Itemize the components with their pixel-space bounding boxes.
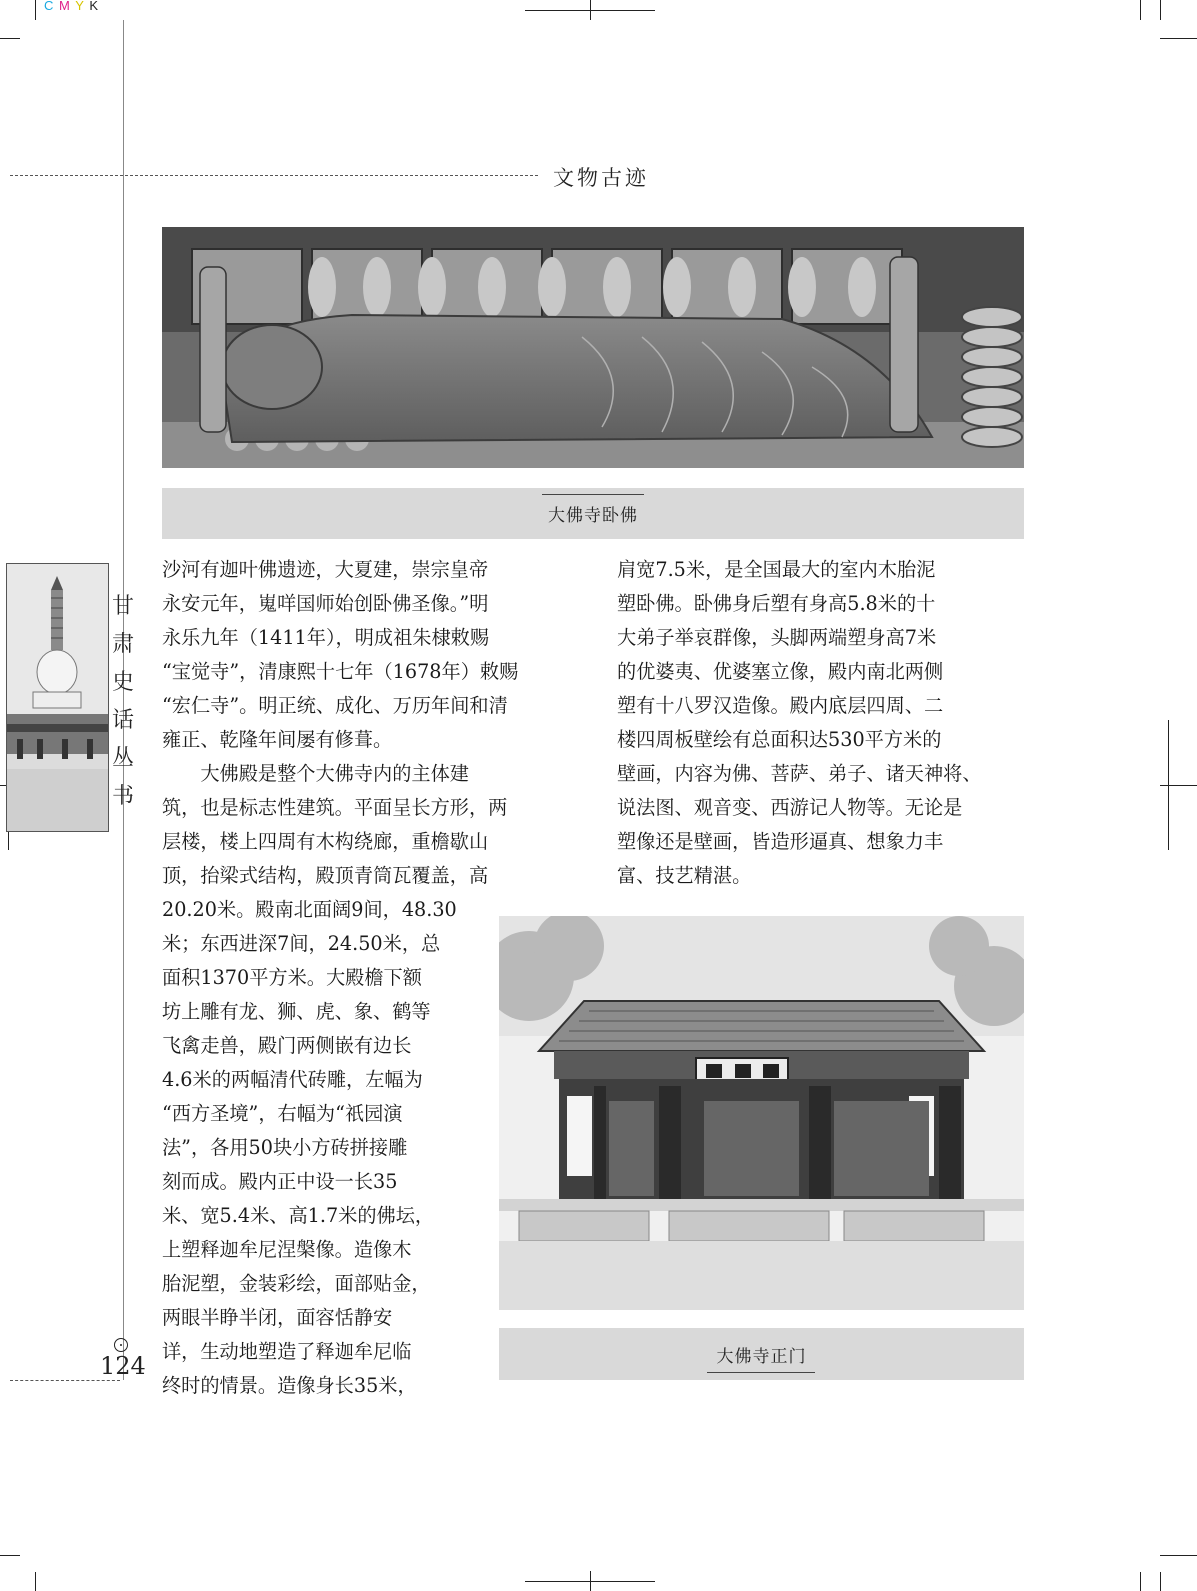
crop-mark xyxy=(1160,1555,1197,1556)
text-line: 法”，各用50块小方砖拼接雕 xyxy=(162,1136,408,1159)
text-line: 米；东西进深7间，24.50米，总 xyxy=(162,932,441,955)
bottom-figure-caption xyxy=(499,1342,1024,1367)
text-line: 20.20米。殿南北面阔9间，48.30 xyxy=(162,898,457,921)
text-line: “宏仁寺”。明正统、成化、万历年间和清 xyxy=(162,694,508,717)
cmyk-c: C xyxy=(44,0,55,13)
bottom-figure-caption-box xyxy=(499,1328,1024,1380)
text-line: 层楼，楼上四周有木构绕廊，重檐歇山 xyxy=(162,830,489,853)
text-line: 雍正、乾隆年间屡有修葺。 xyxy=(162,728,393,751)
white-pagoda-thumbnail xyxy=(6,563,109,832)
text-line: 胎泥塑，金装彩绘，面部贴金， xyxy=(162,1272,431,1295)
crop-mark xyxy=(1140,0,1141,20)
text-line: 详，生动地塑造了释迦牟尼临 xyxy=(162,1340,412,1363)
series-char: 书 xyxy=(111,784,134,809)
cmyk-y: Y xyxy=(75,0,85,13)
series-char: 史 xyxy=(111,670,134,695)
text-line: 塑像还是壁画，皆造形逼真、想象力丰 xyxy=(617,830,944,853)
registration-mark xyxy=(590,0,591,20)
series-char: 肃 xyxy=(111,632,134,657)
text-line: 富、技艺精湛。 xyxy=(617,864,752,887)
text-line: 坊上雕有龙、狮、虎、象、鹤等 xyxy=(162,1000,431,1023)
series-char: 话 xyxy=(111,708,134,733)
text-line: 永乐九年（1411年），明成祖朱棣敕赐 xyxy=(162,626,490,649)
series-title-vertical xyxy=(110,588,136,816)
crop-mark xyxy=(0,38,20,39)
top-figure-caption-box xyxy=(162,488,1024,539)
series-char: 丛 xyxy=(111,746,134,771)
text-line: 4.6米的两幅清代砖雕，左幅为 xyxy=(162,1068,423,1091)
caption-rule xyxy=(707,1372,815,1373)
text-line: 壁画，内容为佛、菩萨、弟子、诸天神将、 xyxy=(617,762,982,785)
footer-rule xyxy=(10,1380,120,1381)
cmyk-color-bar xyxy=(44,0,99,13)
crop-mark xyxy=(35,1572,36,1591)
text-line: 肩宽7.5米，是全国最大的室内木胎泥 xyxy=(617,558,936,581)
crop-mark xyxy=(0,1555,20,1556)
text-line: 的优婆夷、优婆塞立像，殿内南北两侧 xyxy=(617,660,944,683)
text-line: 永安元年，嵬咩国师始创卧佛圣像。”明 xyxy=(162,592,489,615)
text-line: 刻而成。殿内正中设一长35 xyxy=(162,1170,398,1193)
page-ornament-icon xyxy=(114,1338,128,1352)
text-line: 说法图、观音变、西游记人物等。无论是 xyxy=(617,796,963,819)
text-line: 上塑释迦牟尼涅槃像。造像木 xyxy=(162,1238,412,1261)
crop-mark xyxy=(35,0,36,20)
text-line: “宝觉寺”，清康熙十七年（1678年）敕赐 xyxy=(162,660,519,683)
series-char: 甘 xyxy=(111,594,134,619)
cmyk-k: K xyxy=(89,0,99,13)
page-number: 124 xyxy=(100,1352,146,1380)
text-line: 大佛殿是整个大佛寺内的主体建 xyxy=(162,762,469,785)
text-line: 两眼半睁半闭，面容恬静安 xyxy=(162,1306,393,1329)
right-column xyxy=(617,553,1025,893)
text-line: 米、宽5.4米、高1.7米的佛坛， xyxy=(162,1204,435,1227)
text-line: 飞禽走兽，殿门两侧嵌有边长 xyxy=(162,1034,412,1057)
left-column-upper xyxy=(162,553,570,893)
temple-gate-photo xyxy=(499,916,1024,1310)
header-rule xyxy=(10,175,538,176)
text-line: 顶，抬梁式结构，殿顶青筒瓦覆盖，高 xyxy=(162,864,489,887)
section-title: 文物古迹 xyxy=(553,166,649,190)
registration-mark xyxy=(1160,785,1197,786)
top-figure-caption xyxy=(162,501,1024,526)
crop-mark xyxy=(1160,1572,1161,1591)
text-line: 大弟子举哀群像，头脚两端塑身高7米 xyxy=(617,626,937,649)
text-line: 终时的情景。造像身长35米， xyxy=(162,1374,417,1397)
cmyk-m: M xyxy=(59,0,71,13)
text-line: 塑有十八罗汉造像。殿内底层四周、二 xyxy=(617,694,944,717)
top-figure-caption-text: 大佛寺卧佛 xyxy=(548,506,638,526)
text-line: 楼四周板壁绘有总面积达530平方米的 xyxy=(617,728,942,751)
text-line: 沙河有迦叶佛遗迹，大夏建，崇宗皇帝 xyxy=(162,558,489,581)
text-line: 筑，也是标志性建筑。平面呈长方形，两 xyxy=(162,796,508,819)
text-line: 面积1370平方米。大殿檐下额 xyxy=(162,966,422,989)
crop-mark xyxy=(1160,38,1197,39)
reclining-buddha-photo xyxy=(162,227,1024,468)
text-line: 塑卧佛。卧佛身后塑有身高5.8米的十 xyxy=(617,592,936,615)
registration-mark xyxy=(590,1571,591,1591)
bottom-figure-caption-text: 大佛寺正门 xyxy=(716,1347,807,1367)
crop-mark xyxy=(1160,0,1161,20)
text-line: “西方圣境”，右幅为“祇园演 xyxy=(162,1102,403,1125)
caption-rule xyxy=(542,494,644,495)
left-column-lower xyxy=(162,893,477,1403)
crop-mark xyxy=(1140,1572,1141,1591)
